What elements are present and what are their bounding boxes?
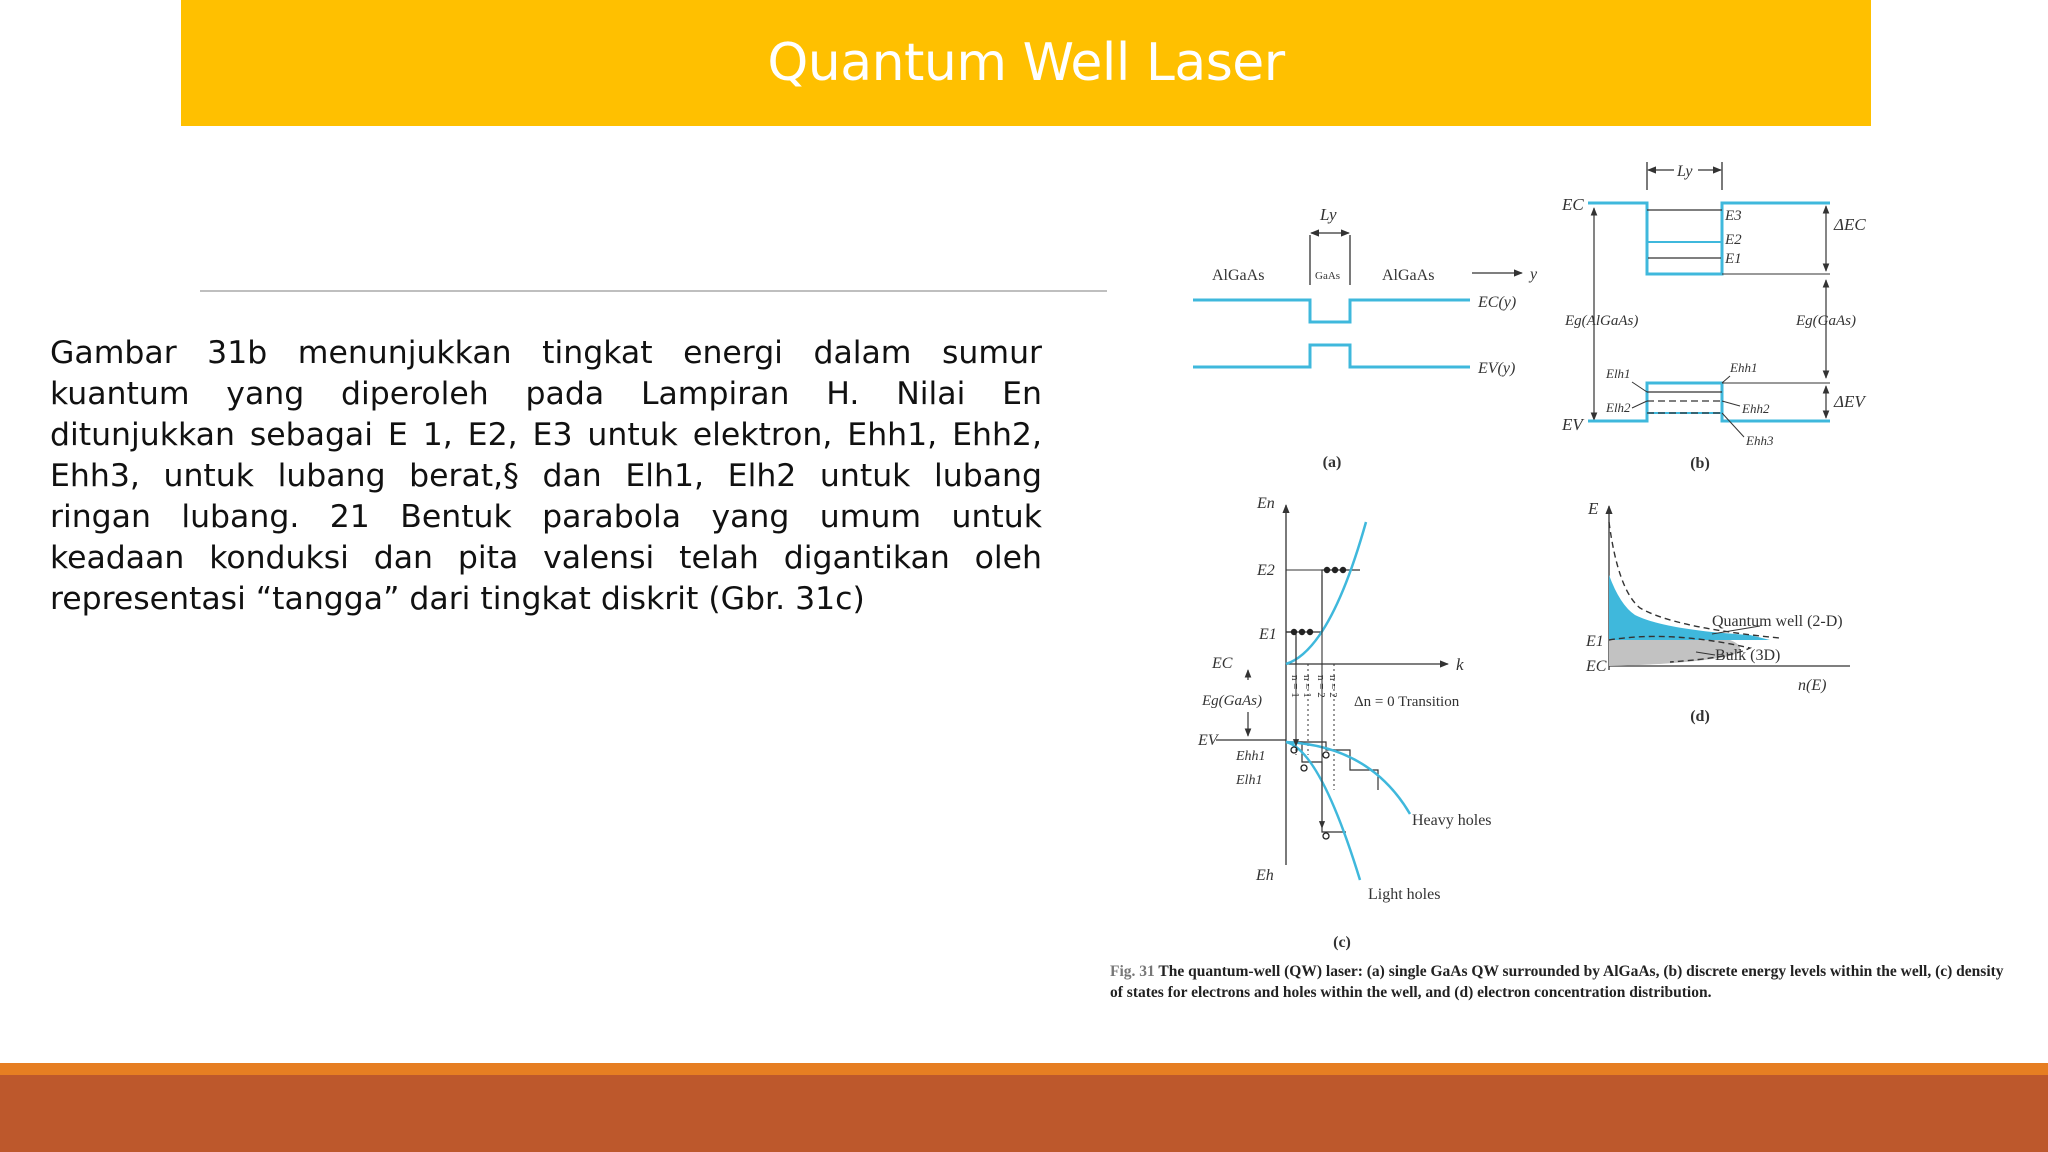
divider-line <box>200 290 1107 292</box>
panel-a-ec: EC(y) <box>1478 294 1517 311</box>
panel-b-ehh2: Ehh2 <box>1742 401 1770 416</box>
panel-b-ev: EV <box>1562 415 1583 434</box>
footer-bar <box>0 1075 2048 1152</box>
panel-c-conduction-parabola <box>1286 522 1366 664</box>
body-paragraph: Gambar 31b menunjukkan tingkat energi dalam sumur kuantum yang diperoleh pada Lampiran H. Nilai En ditunjukkan sebagai E 1, E2, E3 untuk elektron, Ehh1, Ehh2, Ehh3, untuk lubang berat,§ dan Elh1, Elh2 untuk lubang ringan lubang. 21 Bentuk parabola yang umum untuk keadaan konduksi dan pita valensi telah digantikan oleh representasi “tangga” dari tingkat diskrit (Gbr. 31c) <box>50 335 1042 617</box>
panel-d-label: (d) <box>1690 708 1710 725</box>
panel-c-eg: Eg(GaAs) <box>1202 693 1262 709</box>
footer-stripe <box>0 1063 2048 1075</box>
panel-b-delta-ec: ΔEC <box>1834 215 1866 234</box>
title-bar <box>181 0 1871 126</box>
panel-c-k: k <box>1456 655 1464 674</box>
panel-a-conduction-band <box>1193 300 1470 322</box>
panel-b-ehh3: Ehh3 <box>1746 433 1774 448</box>
panel-b-e3: E3 <box>1725 208 1742 224</box>
panel-a <box>1193 205 1538 471</box>
panel-b-elh1: Elh1 <box>1606 366 1631 381</box>
panel-b-ly: Ly <box>1677 163 1693 180</box>
panel-b-e2: E2 <box>1725 232 1742 248</box>
panel-c-heavy-holes: Heavy holes <box>1412 812 1492 829</box>
panel-c-eh: Eh <box>1256 867 1274 884</box>
panel-a-valence-band <box>1193 345 1470 367</box>
panel-c-ev: EV <box>1198 732 1218 749</box>
panel-c-e1: E1 <box>1259 626 1277 643</box>
panel-b-eg-algaas: Eg(AlGaAs) <box>1565 313 1639 329</box>
panel-d-e: E <box>1588 499 1599 518</box>
panel-c-light-holes: Light holes <box>1368 886 1441 903</box>
panel-a-ly: Ly <box>1320 205 1337 224</box>
slide-title: Quantum Well Laser <box>767 33 1285 93</box>
panel-b-ehh1: Ehh1 <box>1730 360 1758 375</box>
panel-a-axis: y <box>1530 266 1538 283</box>
panel-d-qw: Quantum well (2-D) <box>1712 613 1843 630</box>
panel-d-qw-fill <box>1609 575 1770 640</box>
panel-b-conduction-band <box>1588 203 1830 274</box>
panel-b-delta-ev: ΔEV <box>1834 392 1865 411</box>
transition-mark-2: n = 1 <box>1301 675 1313 698</box>
panel-c-light-hole-curve <box>1286 742 1360 880</box>
panel-b-eg-gaas: Eg(GaAs) <box>1796 313 1856 329</box>
panel-c-en: En <box>1257 495 1275 512</box>
panel-c-ec: EC <box>1212 655 1233 672</box>
panel-c-heavy-hole-curve <box>1286 742 1410 814</box>
caption-text: The quantum-well (QW) laser: (a) single GaAs QW surrounded by AlGaAs, (b) discrete energy levels within the well, (c) density of states for electrons and holes within the well, and (d) electron concentration distribution. <box>1110 963 2004 1001</box>
panel-d <box>1585 499 1850 725</box>
transition-mark-4: n = 2 <box>1327 675 1339 698</box>
panel-c-elh1: Elh1 <box>1236 773 1263 788</box>
panel-d-nE: n(E) <box>1798 677 1827 694</box>
panel-b-label: (b) <box>1690 455 1710 472</box>
figure-caption <box>1110 961 2020 1003</box>
figure-svg <box>1110 150 2020 1010</box>
panel-a-well-material: GaAs <box>1315 270 1341 282</box>
panel-c-e2: E2 <box>1257 562 1275 579</box>
panel-a-ev: EV(y) <box>1478 360 1516 377</box>
panel-c-ehh1: Ehh1 <box>1236 749 1266 764</box>
panel-d-ec: EC <box>1586 658 1607 675</box>
panel-a-right-material: AlGaAs <box>1382 267 1435 284</box>
panel-b-elh2: Elh2 <box>1606 400 1631 415</box>
transition-mark-1: n = 1 <box>1289 675 1301 698</box>
panel-b-e1: E1 <box>1725 251 1742 267</box>
caption-number: Fig. 31 <box>1110 963 1155 980</box>
panel-c-transition-label: Δn = 0 Transition <box>1354 694 1460 710</box>
panel-a-left-material: AlGaAs <box>1212 267 1265 284</box>
panel-b-ec: EC <box>1562 195 1584 214</box>
panel-c-label: (c) <box>1333 934 1351 951</box>
panel-d-bulk: Bulk (3D) <box>1715 647 1781 664</box>
transition-mark-3: n = 2 <box>1315 675 1327 698</box>
panel-b <box>1561 162 1867 472</box>
panel-c <box>1197 495 1492 951</box>
panel-a-label: (a) <box>1322 454 1342 471</box>
quantum-well-figure <box>1110 150 2020 1010</box>
panel-d-e1: E1 <box>1586 633 1604 650</box>
